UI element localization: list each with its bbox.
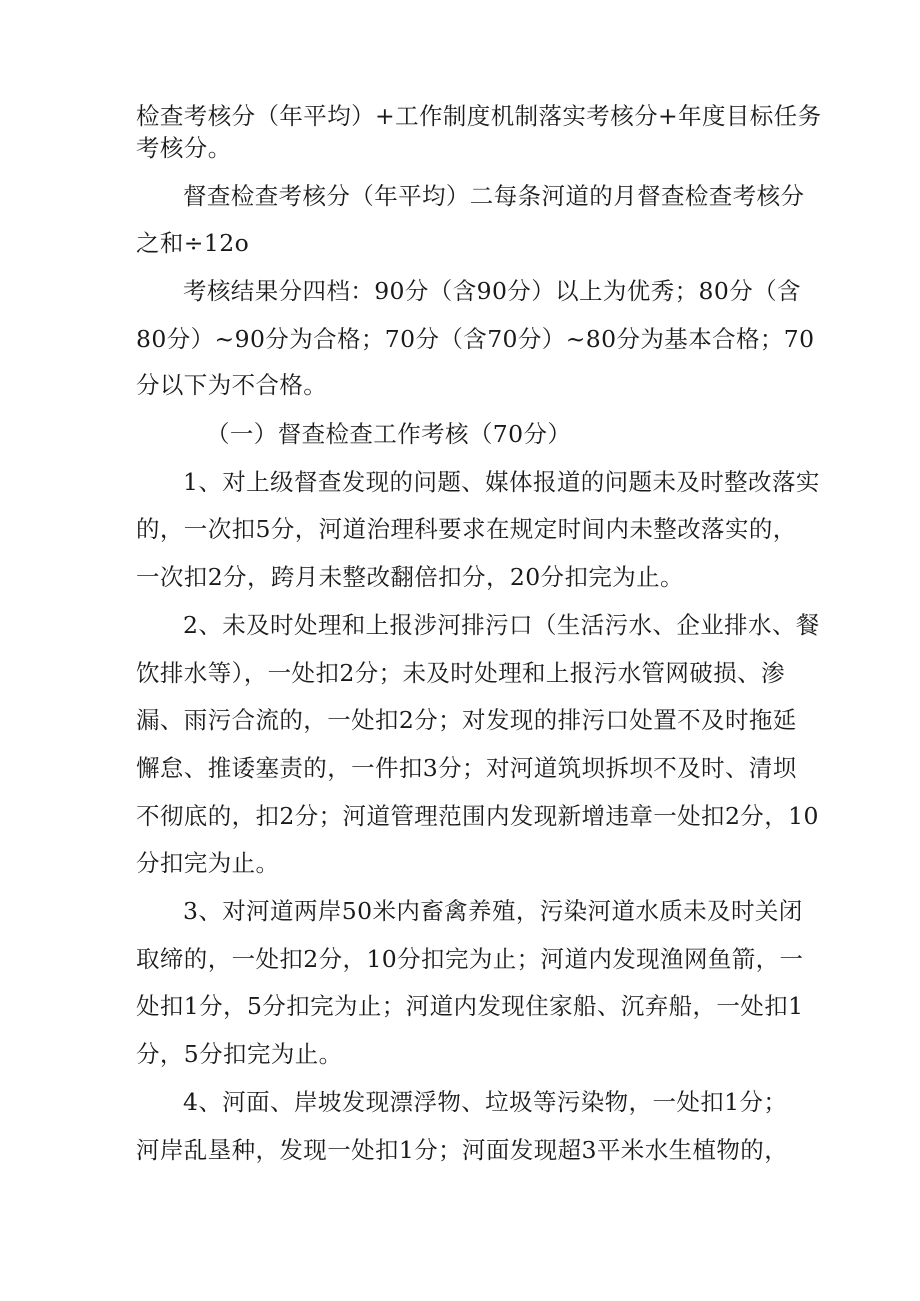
paragraph-line: 的，一次扣5分，河道治理科要求在规定时间内未整改落实的， [136,515,797,543]
paragraph-line: 懈怠、推诿塞责的，一件扣3分；对河道筑坝拆坝不及时、清坝 [136,754,797,782]
paragraph-line: 考核分。 [136,134,232,162]
paragraph-line: 处扣1分，5分扣完为止；河道内发现住家船、沉弃船，一处扣1 [136,992,804,1020]
paragraph-line: 一次扣2分，跨月未整改翻倍扣分，20分扣完为止。 [136,563,684,591]
paragraph-line: 不彻底的，扣2分；河道管理范围内发现新增违章一处扣2分，10 [136,802,819,830]
section-heading: （一）督查检查工作考核（70分） [206,420,572,448]
paragraph-line: 1、对上级督查发现的问题、媒体报道的问题未及时整改落实 [183,468,820,496]
paragraph-line: 取缔的，一处扣2分，10分扣完为止；河道内发现渔网鱼箭，一 [136,945,804,973]
paragraph-line: 饮排水等），一处扣2分；未及时处理和上报污水管网破损、渗 [136,659,785,687]
paragraph-line: 分扣完为止。 [136,849,280,877]
paragraph-line: 80分）~90分为合格；70分（含70分）~80分为基本合格；70 [136,325,815,353]
paragraph-line: 4、河面、岸坡发现漂浮物、垃圾等污染物，一处扣1分； [183,1088,788,1116]
paragraph-line: 分以下为不合格。 [136,371,328,399]
paragraph-line: 河岸乱垦种，发现一处扣1分；河面发现超3平米水生植物的， [136,1136,789,1164]
paragraph-line: 之和÷12o [136,229,250,257]
paragraph-line: 检查考核分（年平均）+工作制度机制落实考核分+年度目标任务 [136,102,822,130]
paragraph-line: 3、对河道两岸50米内畜禽养殖，污染河道水质未及时关闭 [183,897,803,925]
paragraph-line: 2、未及时处理和上报涉河排污口（生活污水、企业排水、餐 [183,611,820,639]
paragraph-line: 分，5分扣完为止。 [136,1040,343,1068]
paragraph-line: 漏、雨污合流的，一处扣2分；对发现的排污口处置不及时拖延 [136,706,797,734]
paragraph-line: 督查检查考核分（年平均）二每条河道的月督查检查考核分 [183,182,805,210]
paragraph-line: 考核结果分四档：90分（含90分）以上为优秀；80分（含 [183,277,801,305]
